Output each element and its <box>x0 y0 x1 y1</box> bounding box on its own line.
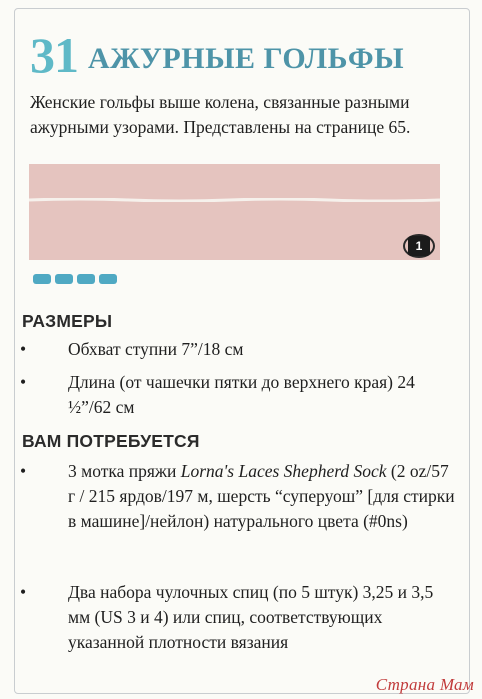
skill-level-bar <box>99 274 117 284</box>
materials-item <box>18 459 458 534</box>
sizes-heading: РАЗМЕРЫ <box>22 311 113 331</box>
materials-item-text: Два набора чулочных спиц (по 5 штук) 3,25 и 3,5 мм (US 3 и 4) или спиц, соответствующих указанной плотности вязания <box>68 582 434 652</box>
watermark: Страна Мам <box>375 675 474 694</box>
yarn-weight-badge: 1 <box>408 236 430 256</box>
skill-level-indicator <box>33 274 117 284</box>
materials-item-post: (2 oz/57 г / 215 ярдов/197 м, шерсть “суперуош” [для стирки в машине]/нейлон) натурального цвета (#0ns) <box>68 461 455 531</box>
bullet: • <box>20 372 27 392</box>
materials-item <box>18 580 458 655</box>
materials-heading: ВАМ ПОТРЕБУЕТСЯ <box>22 431 200 451</box>
bullet: • <box>20 339 27 359</box>
skill-level-bar <box>33 274 51 284</box>
sizes-item-text: Обхват ступни 7”/18 см <box>68 339 244 359</box>
pattern-description: Женские гольфы выше колена, связанные разными ажурными узорами. Представлены на странице 65. <box>30 92 411 137</box>
pattern-number: 31 <box>30 27 78 83</box>
materials-item-text <box>68 459 458 534</box>
yarn-strand <box>29 198 440 202</box>
skill-level-bar <box>55 274 73 284</box>
pattern-header <box>30 24 405 83</box>
sizes-item <box>18 337 458 362</box>
skill-level-bar <box>77 274 95 284</box>
yarn-brand: Lorna's Laces Shepherd Sock <box>180 461 387 481</box>
yarn-photo <box>29 164 440 260</box>
pattern-title: АЖУРНЫЕ ГОЛЬФЫ <box>88 42 405 75</box>
sizes-item <box>18 370 458 420</box>
bullet: • <box>20 582 27 602</box>
bullet: • <box>20 461 27 481</box>
sizes-item-text: Длина (от чашечки пятки до верхнего края) 24 ½”/62 см <box>68 372 415 417</box>
materials-item-pre: 3 мотка пряжи <box>68 461 181 481</box>
